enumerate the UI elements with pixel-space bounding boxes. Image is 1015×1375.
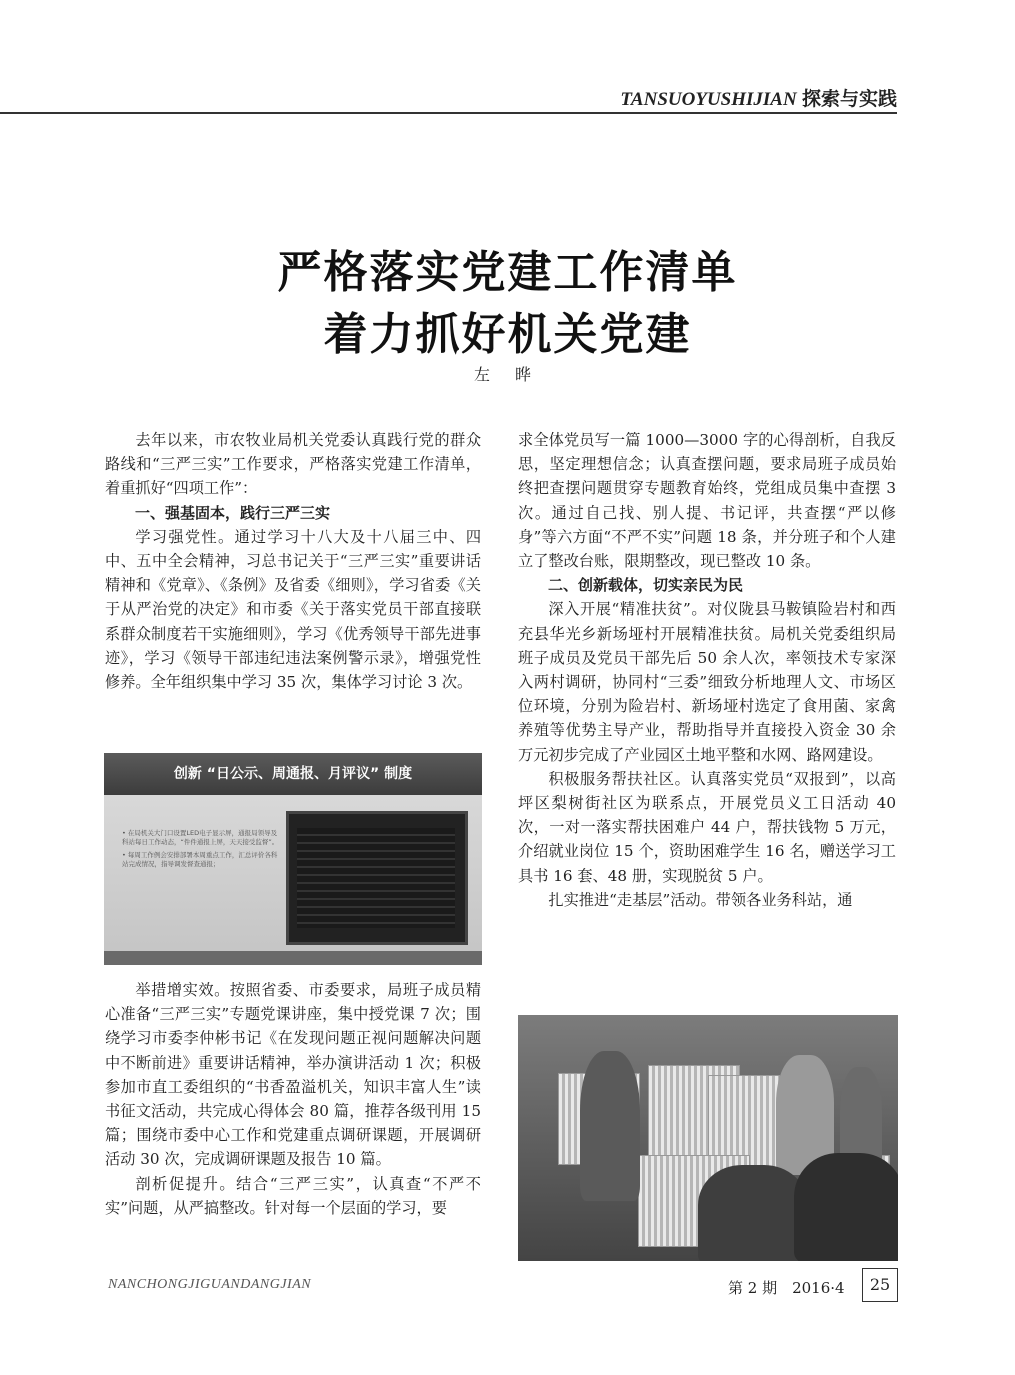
section-heading: 一、强基固本，践行三严三实 <box>135 503 331 522</box>
led-display-photo <box>104 753 482 965</box>
article-title-line1: 严格落实党建工作清单 <box>277 247 738 298</box>
worker-figure <box>580 1051 640 1201</box>
led-text-area <box>297 828 455 928</box>
paragraph: 剖析促提升。结合“三严三实”，认真查“不严不实”问题，从严搞整改。针对每一个层面的学习，要 <box>105 1174 481 1217</box>
paragraph: 去年以来，市农牧业局机关党委认真践行党的群众路线和“三严三实”工作要求，严格落实党建工作清单，着重抓好“四项工作”： <box>105 431 481 498</box>
photo-banner <box>104 753 482 795</box>
photo-bullet: • 在局机关大门口设置LED电子显示屏，通报局领导及科站每日工作动态，“件件通报上屏，天天接受监督”。 <box>122 829 279 846</box>
column-left-top <box>105 428 481 694</box>
led-screen <box>286 811 468 945</box>
paragraph: 求全体党员写一篇 1000—3000 字的心得剖析，自我反思，坚定理想信念；认真查摆问题，要求局班子成员始终把查摆问题贯穿专题教育始终，党组成员集中查摆 3 次。通过自己找、别人提、书记评，共查摆“严以修身”等六方面“不严不实”问题 18 条，并分班子和个人建立了整改台账，限期整改，现已整改 10 条。 <box>518 431 896 571</box>
worker-figure <box>794 1153 898 1261</box>
photo-floor <box>104 951 482 965</box>
paragraph: 举措增实效。按照省委、市委要求，局班子成员精心准备“三严三实”专题党课讲座，集中授党课 7 次；围绕学习市委李仲彬书记《在发现问题正视问题解决问题中不断前进》重要讲话精神，举办演讲活动 1 次；积极参加市直工委组织的“书香盈溢机关，知识丰富人生”读书征文活动，共完成心得体会 80 篇，推荐各级刊用 15 篇；围绕市委中心工作和党建重点调研课题，开展调研活动 30 次，完成调研课题及报告 10 篇。 <box>105 981 481 1169</box>
section-label-en: TANSUOYUSHIJIAN <box>620 89 797 110</box>
column-right <box>518 428 896 912</box>
section-label-cn: 探索与实践 <box>801 89 897 110</box>
issue-info: 第 2 期 2016·4 <box>728 1279 845 1297</box>
article-title-line2: 着力抓好机关党建 <box>323 309 692 360</box>
mushroom-farm-photo <box>518 1015 898 1261</box>
paragraph: 扎实推进“走基层”活动。带领各业务科站，通 <box>548 890 853 909</box>
worker-figure <box>698 1165 808 1261</box>
paragraph: 深入开展“精准扶贫”。对仪陇县马鞍镇险岩村和西充县华光乡新场垭村开展精准扶贫。局机关党委组织局班子成员及党员干部先后 50 余人次，率领技术专家深入两村调研，协同村“三委”细致分析地理人文、市场区位环境，分别为险岩村、新场垭村选定了食用菌、家禽养殖等优势主导产业，帮助指导并直接投入资金 30 余万元初步完成了产业园区土地平整和水网、路网建设。 <box>518 600 896 764</box>
page-number: 25 <box>862 1268 898 1302</box>
photo-bullets <box>122 829 282 869</box>
journal-name: NANCHONGJIGUANDANGJIAN <box>108 1277 312 1292</box>
column-left-bottom <box>105 978 481 1220</box>
photo-bullet: • 每周工作例会安排部署本周重点工作，汇总评价各科站完成情况，指导调发督查通报； <box>122 851 278 868</box>
paragraph: 学习强党性。通过学习十八大及十八届三中、四中、五中全会精神，习总书记关于“三严三实”重要讲话精神和《党章》、《条例》及省委《细则》，学习省委《关于从严治党的决定》和市委《关于落实党员干部直接联系群众制度若干实施细则》，学习《优秀领导干部先进事迹》，学习《领导干部违纪违法案例警示录》，增强党性修养。全年组织集中学习 35 次，集体学习讨论 3 次。 <box>105 527 481 692</box>
section-label <box>620 84 897 111</box>
section-heading: 二、创新载体，切实亲民为民 <box>548 576 744 595</box>
author: 左 晔 <box>473 365 542 384</box>
page-header <box>0 78 897 114</box>
paragraph: 积极服务帮扶社区。认真落实党员“双报到”，以高坪区梨树街社区为联系点，开展党员义工日活动 40 次，一对一落实帮扶困难户 44 户，帮扶钱物 5 万元，介绍就业岗位 15 个，资助困难学生 16 名，赠送学习工具书 16 套、48 册，实现脱贫 5 户。 <box>518 769 896 885</box>
photo-banner-text: 创新 “日公示、周通报、月评议” 制度 <box>173 766 413 782</box>
